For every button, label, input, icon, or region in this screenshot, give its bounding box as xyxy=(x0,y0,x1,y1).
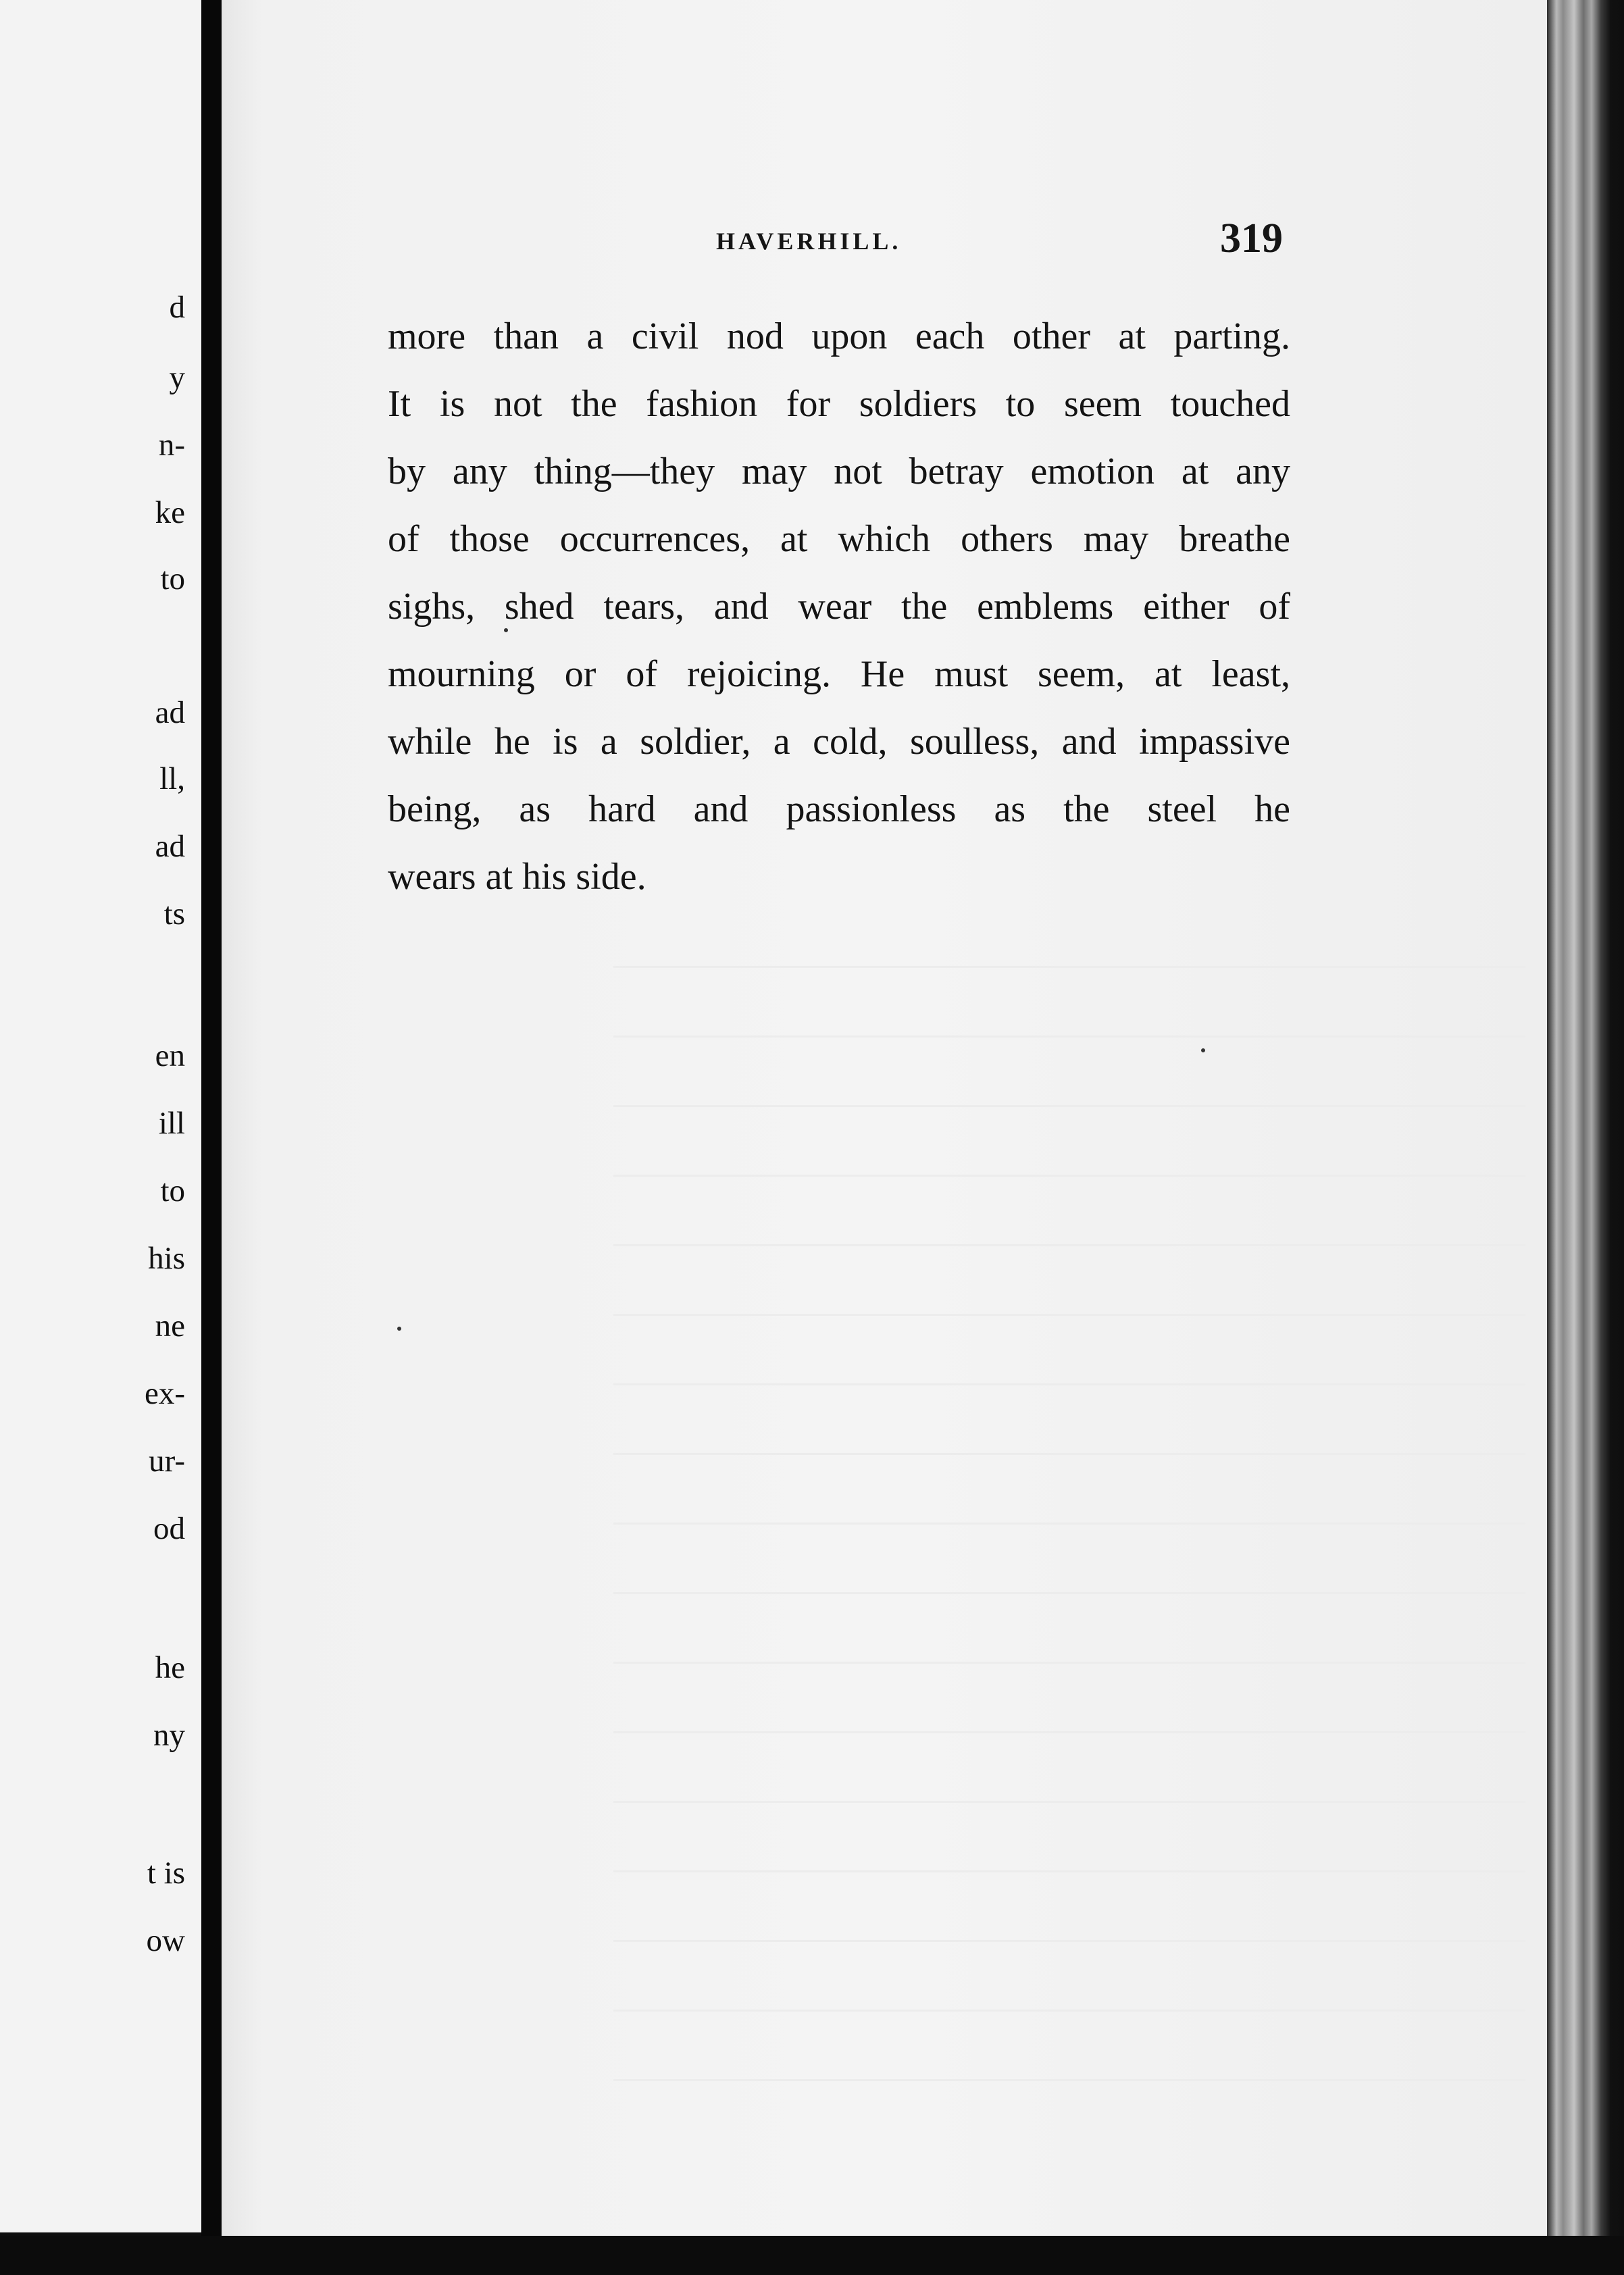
text-line: It is not the fashion for soldiers to seem touched xyxy=(388,383,1290,425)
text-line: while he is a soldier, a cold, soulless, and impassive xyxy=(388,721,1290,763)
left-page-fragment: ur- xyxy=(149,1443,185,1479)
left-page-fragment: ex- xyxy=(144,1376,185,1411)
left-page-fragment: ll, xyxy=(159,761,185,796)
left-page xyxy=(0,0,201,2232)
left-page-fragment: ill xyxy=(158,1106,185,1141)
text-line: being, as hard and passionless as the steel he xyxy=(388,788,1290,830)
book-gutter xyxy=(201,0,222,2275)
text-line: of those occurrences, at which others may breathe xyxy=(388,518,1290,560)
text-line: more than a civil nod upon each other at parting. xyxy=(388,315,1290,357)
left-page-fragment: ts xyxy=(163,896,185,931)
speck xyxy=(397,1327,401,1331)
text-line: mourning or of rejoicing. He must seem, at least, xyxy=(388,653,1290,695)
running-head: HAVERHILL. xyxy=(716,228,902,255)
show-through-text xyxy=(613,898,1525,2081)
left-page-fragment: n- xyxy=(158,428,185,463)
speck xyxy=(504,628,508,632)
left-page-fragment: ny xyxy=(153,1718,185,1753)
left-page-fragment: ow xyxy=(146,1923,185,1958)
text-line: by any thing—they may not betray emotion at any xyxy=(388,451,1290,492)
left-page-fragment: en xyxy=(155,1038,185,1073)
scan-border xyxy=(0,2236,1624,2275)
page-number: 319 xyxy=(1220,215,1283,261)
text-line: sighs, shed tears, and wear the emblems either of xyxy=(388,586,1290,628)
body-text xyxy=(388,303,1290,911)
left-page-fragment: y xyxy=(169,360,185,395)
left-page-fragment: od xyxy=(153,1511,185,1546)
left-page-fragment: ne xyxy=(155,1308,185,1344)
left-page-fragment: ke xyxy=(155,495,185,530)
left-page-fragment: t is xyxy=(147,1856,185,1891)
left-page-fragment: he xyxy=(155,1650,185,1685)
page-edge xyxy=(1547,0,1624,2275)
left-page-fragment: ad xyxy=(155,829,185,864)
text-line: wears at his side. xyxy=(388,856,646,898)
left-page-fragment: his xyxy=(148,1241,185,1276)
speck xyxy=(1201,1048,1205,1052)
left-page-fragment: to xyxy=(160,561,185,596)
left-page-fragment: to xyxy=(160,1173,185,1208)
left-page-fragment: ad xyxy=(155,695,185,730)
left-page-fragment: d xyxy=(169,290,185,325)
